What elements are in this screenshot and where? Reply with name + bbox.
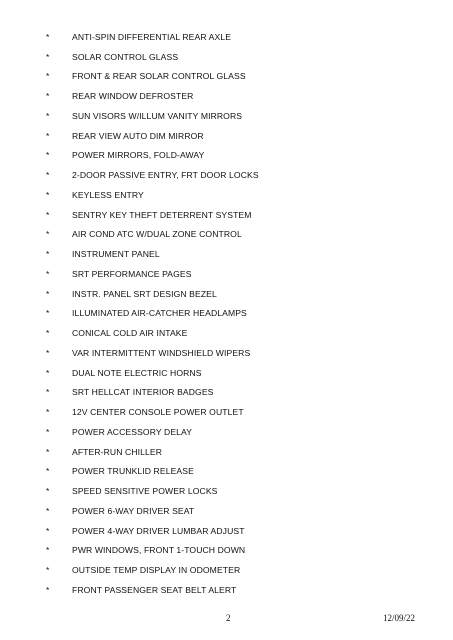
feature-item	[0, 67, 453, 87]
footer-date: 12/09/22	[383, 613, 416, 623]
bullet-asterisk: *	[46, 91, 50, 102]
bullet-asterisk: *	[46, 446, 50, 457]
bullet-asterisk: *	[46, 328, 50, 339]
feature-item	[0, 541, 453, 561]
feature-text: 2-DOOR PASSIVE ENTRY, FRT DOOR LOCKS	[72, 170, 259, 181]
bullet-asterisk: *	[46, 426, 50, 437]
bullet-asterisk: *	[46, 565, 50, 576]
bullet-asterisk: *	[46, 209, 50, 220]
bullet-asterisk: *	[46, 584, 50, 595]
feature-text: OUTSIDE TEMP DISPLAY IN ODOMETER	[72, 565, 241, 576]
feature-text: PWR WINDOWS, FRONT 1-TOUCH DOWN	[72, 545, 246, 556]
feature-item	[0, 27, 453, 47]
feature-item	[0, 501, 453, 521]
feature-item	[0, 402, 453, 422]
bullet-asterisk: *	[46, 229, 50, 240]
bullet-asterisk: *	[46, 525, 50, 536]
feature-item	[0, 146, 453, 166]
feature-text: ANTI-SPIN DIFFERENTIAL REAR AXLE	[72, 31, 232, 42]
feature-text: SOLAR CONTROL GLASS	[72, 51, 179, 62]
feature-text: KEYLESS ENTRY	[72, 189, 144, 200]
feature-item	[0, 205, 453, 225]
bullet-asterisk: *	[46, 407, 50, 418]
bullet-asterisk: *	[46, 31, 50, 42]
feature-item	[0, 343, 453, 363]
feature-item	[0, 126, 453, 146]
feature-item	[0, 580, 453, 600]
feature-item	[0, 165, 453, 185]
feature-item	[0, 304, 453, 324]
feature-item	[0, 86, 453, 106]
feature-text: INSTR. PANEL SRT DESIGN BEZEL	[72, 288, 217, 299]
feature-text: AFTER-RUN CHILLER	[72, 446, 163, 457]
feature-text: SRT PERFORMANCE PAGES	[72, 268, 192, 279]
bullet-asterisk: *	[46, 189, 50, 200]
bullet-asterisk: *	[46, 288, 50, 299]
feature-text: VAR INTERMITTENT WINDSHIELD WIPERS	[72, 347, 251, 358]
bullet-asterisk: *	[46, 110, 50, 121]
page-number: 2	[226, 613, 231, 623]
feature-item	[0, 442, 453, 462]
bullet-asterisk: *	[46, 466, 50, 477]
feature-item	[0, 481, 453, 501]
feature-item	[0, 422, 453, 442]
feature-text: POWER 4-WAY DRIVER LUMBAR ADJUST	[72, 525, 245, 536]
feature-text: SUN VISORS W/ILLUM VANITY MIRRORS	[72, 110, 243, 121]
feature-text: INSTRUMENT PANEL	[72, 249, 160, 260]
feature-item	[0, 225, 453, 245]
feature-text: SPEED SENSITIVE POWER LOCKS	[72, 486, 218, 497]
bullet-asterisk: *	[46, 150, 50, 161]
feature-item	[0, 323, 453, 343]
bullet-asterisk: *	[46, 505, 50, 516]
feature-item	[0, 244, 453, 264]
bullet-asterisk: *	[46, 367, 50, 378]
feature-text: POWER ACCESSORY DELAY	[72, 426, 193, 437]
feature-text: POWER 6-WAY DRIVER SEAT	[72, 505, 195, 516]
feature-text: 12V CENTER CONSOLE POWER OUTLET	[72, 407, 244, 418]
feature-text: CONICAL COLD AIR INTAKE	[72, 328, 188, 339]
feature-text: DUAL NOTE ELECTRIC HORNS	[72, 367, 202, 378]
bullet-asterisk: *	[46, 71, 50, 82]
feature-text: ILLUMINATED AIR-CATCHER HEADLAMPS	[72, 308, 247, 319]
feature-text: REAR WINDOW DEFROSTER	[72, 91, 194, 102]
bullet-asterisk: *	[46, 170, 50, 181]
feature-item	[0, 363, 453, 383]
feature-text: SENTRY KEY THEFT DETERRENT SYSTEM	[72, 209, 252, 220]
feature-item	[0, 264, 453, 284]
bullet-asterisk: *	[46, 347, 50, 358]
feature-item	[0, 383, 453, 403]
bullet-asterisk: *	[46, 308, 50, 319]
feature-item	[0, 462, 453, 482]
bullet-asterisk: *	[46, 486, 50, 497]
bullet-asterisk: *	[46, 249, 50, 260]
feature-item	[0, 106, 453, 126]
feature-item	[0, 521, 453, 541]
feature-item	[0, 185, 453, 205]
feature-item	[0, 47, 453, 67]
bullet-asterisk: *	[46, 268, 50, 279]
feature-text: SRT HELLCAT INTERIOR BADGES	[72, 387, 214, 398]
feature-list	[0, 27, 453, 600]
bullet-asterisk: *	[46, 130, 50, 141]
feature-text: REAR VIEW AUTO DIM MIRROR	[72, 130, 204, 141]
feature-item	[0, 284, 453, 304]
feature-text: FRONT & REAR SOLAR CONTROL GLASS	[72, 71, 246, 82]
bullet-asterisk: *	[46, 387, 50, 398]
feature-text: AIR COND ATC W/DUAL ZONE CONTROL	[72, 229, 242, 240]
feature-text: POWER TRUNKLID RELEASE	[72, 466, 194, 477]
bullet-asterisk: *	[46, 51, 50, 62]
feature-item	[0, 560, 453, 580]
feature-text: FRONT PASSENGER SEAT BELT ALERT	[72, 584, 237, 595]
bullet-asterisk: *	[46, 545, 50, 556]
page-footer	[0, 613, 453, 627]
feature-text: POWER MIRRORS, FOLD-AWAY	[72, 150, 205, 161]
